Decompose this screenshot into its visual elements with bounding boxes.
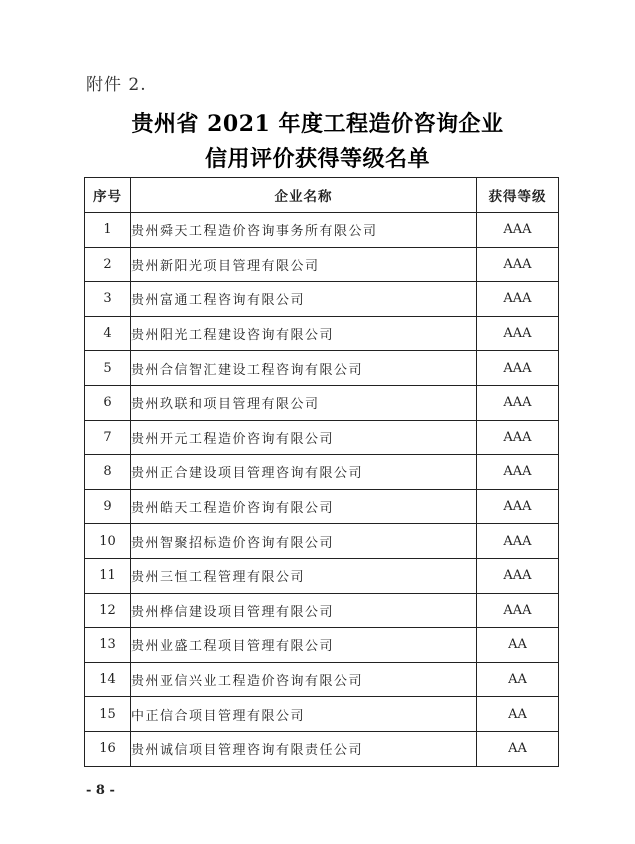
grade-cell: AAA (477, 524, 559, 559)
grade-cell: AA (477, 697, 559, 732)
grade-cell: AAA (477, 247, 559, 282)
grade-cell: AAA (477, 316, 559, 351)
table-row (85, 593, 559, 628)
grade-cell: AAA (477, 213, 559, 248)
table-row (85, 213, 559, 248)
serial-number-cell: 15 (85, 697, 131, 732)
table-row (85, 628, 559, 663)
table-row (85, 697, 559, 732)
serial-number-cell: 10 (85, 524, 131, 559)
serial-number-cell: 3 (85, 282, 131, 317)
grade-cell: AA (477, 731, 559, 766)
table-row (85, 662, 559, 697)
table-row (85, 282, 559, 317)
serial-number-cell: 7 (85, 420, 131, 455)
table-body (85, 213, 559, 767)
table-row (85, 524, 559, 559)
grade-cell: AAA (477, 385, 559, 420)
company-name-cell: 中正信合项目管理有限公司 (131, 697, 477, 732)
serial-number-cell: 6 (85, 385, 131, 420)
grade-cell: AA (477, 662, 559, 697)
table-row (85, 420, 559, 455)
serial-number-cell: 14 (85, 662, 131, 697)
company-name-cell: 贵州新阳光项目管理有限公司 (131, 247, 477, 282)
company-name-cell: 贵州业盛工程项目管理有限公司 (131, 628, 477, 663)
company-name-cell: 贵州玖联和项目管理有限公司 (131, 385, 477, 420)
company-name-cell: 贵州智聚招标造价咨询有限公司 (131, 524, 477, 559)
grade-cell: AAA (477, 420, 559, 455)
company-name-cell: 贵州合信智汇建设工程咨询有限公司 (131, 351, 477, 386)
table-row (85, 351, 559, 386)
company-name-cell: 贵州诚信项目管理咨询有限责任公司 (131, 731, 477, 766)
serial-number-cell: 5 (85, 351, 131, 386)
company-name-cell: 贵州开元工程造价咨询有限公司 (131, 420, 477, 455)
company-name-cell: 贵州桦信建设项目管理有限公司 (131, 593, 477, 628)
grade-cell: AAA (477, 558, 559, 593)
serial-number-cell: 12 (85, 593, 131, 628)
company-name-cell: 贵州阳光工程建设咨询有限公司 (131, 316, 477, 351)
company-name-cell: 贵州舜天工程造价咨询事务所有限公司 (131, 213, 477, 248)
grade-cell: AA (477, 628, 559, 663)
company-name-cell: 贵州亚信兴业工程造价咨询有限公司 (131, 662, 477, 697)
header-serial-number: 序号 (85, 178, 131, 213)
serial-number-cell: 8 (85, 455, 131, 490)
grade-cell: AAA (477, 351, 559, 386)
serial-number-cell: 11 (85, 558, 131, 593)
grade-cell: AAA (477, 282, 559, 317)
table-header-row (85, 178, 559, 213)
company-name-cell: 贵州正合建设项目管理咨询有限公司 (131, 455, 477, 490)
document-title-line-1: 贵州省 2021 年度工程造价咨询企业 (131, 111, 504, 137)
company-name-cell: 贵州富通工程咨询有限公司 (131, 282, 477, 317)
serial-number-cell: 16 (85, 731, 131, 766)
table-row (85, 247, 559, 282)
serial-number-cell: 9 (85, 489, 131, 524)
company-name-cell: 贵州三恒工程管理有限公司 (131, 558, 477, 593)
table-row (85, 385, 559, 420)
page-number: - 8 - (86, 783, 115, 798)
grade-cell: AAA (477, 489, 559, 524)
header-company-name: 企业名称 (131, 178, 477, 213)
company-name-cell: 贵州皓天工程造价咨询有限公司 (131, 489, 477, 524)
grade-list-table (84, 177, 559, 767)
document-title-line-2: 信用评价获得等级名单 (204, 146, 430, 172)
table-row (85, 558, 559, 593)
grade-cell: AAA (477, 455, 559, 490)
header-grade: 获得等级 (477, 178, 559, 213)
table-row (85, 731, 559, 766)
serial-number-cell: 13 (85, 628, 131, 663)
table-row (85, 489, 559, 524)
table-row (85, 316, 559, 351)
table-row (85, 455, 559, 490)
serial-number-cell: 4 (85, 316, 131, 351)
attachment-label: 附件 2. (86, 75, 147, 95)
serial-number-cell: 1 (85, 213, 131, 248)
grade-cell: AAA (477, 593, 559, 628)
serial-number-cell: 2 (85, 247, 131, 282)
